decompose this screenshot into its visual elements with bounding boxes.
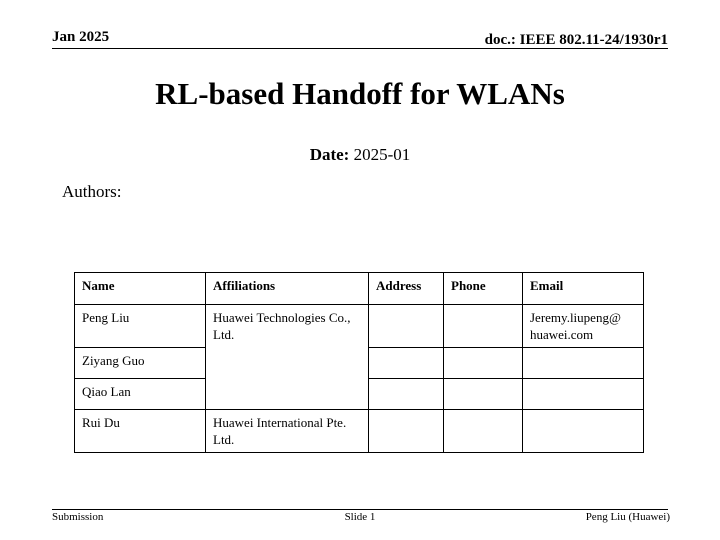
cell-address (369, 379, 444, 410)
header-divider (52, 48, 668, 49)
cell-affiliation: Huawei Technologies Co., Ltd. (206, 305, 369, 410)
cell-phone (444, 379, 523, 410)
authors-label: Authors: (62, 182, 122, 201)
table-row (75, 305, 644, 348)
cell-phone (444, 410, 523, 453)
cell-address (369, 348, 444, 379)
cell-affiliation: Huawei International Pte. Ltd. (206, 410, 369, 453)
footer-author: Peng Liu (Huawei) (585, 511, 670, 523)
authors-table (74, 272, 644, 453)
cell-name: Rui Du (75, 410, 206, 453)
cell-phone (444, 348, 523, 379)
date-label: Date: (309, 145, 350, 164)
header-date: Jan 2025 (52, 29, 110, 45)
cell-email: Jeremy.liupeng@ huawei.com (523, 305, 644, 348)
header-affiliations: Affiliations (206, 273, 369, 305)
cell-name: Ziyang Guo (75, 348, 206, 379)
header-name: Name (75, 273, 206, 305)
footer-submission: Submission (52, 511, 104, 523)
cell-name: Peng Liu (75, 305, 206, 348)
date-line (0, 145, 720, 165)
header-email: Email (523, 273, 644, 305)
cell-address (369, 410, 444, 453)
cell-name: Qiao Lan (75, 379, 206, 410)
cell-email (523, 410, 644, 453)
cell-email (523, 348, 644, 379)
table-row (75, 410, 644, 453)
table-header-row (75, 273, 644, 305)
cell-email (523, 379, 644, 410)
footer-slide-number: Slide 1 (344, 511, 376, 523)
footer-divider (52, 509, 668, 510)
date-value: 2025-01 (353, 145, 411, 164)
slide-title: RL-based Handoff for WLANs (155, 76, 565, 111)
cell-address (369, 305, 444, 348)
cell-phone (444, 305, 523, 348)
header-phone: Phone (444, 273, 523, 305)
header-address: Address (369, 273, 444, 305)
header-doc-id: doc.: IEEE 802.11-24/1930r1 (484, 32, 668, 48)
